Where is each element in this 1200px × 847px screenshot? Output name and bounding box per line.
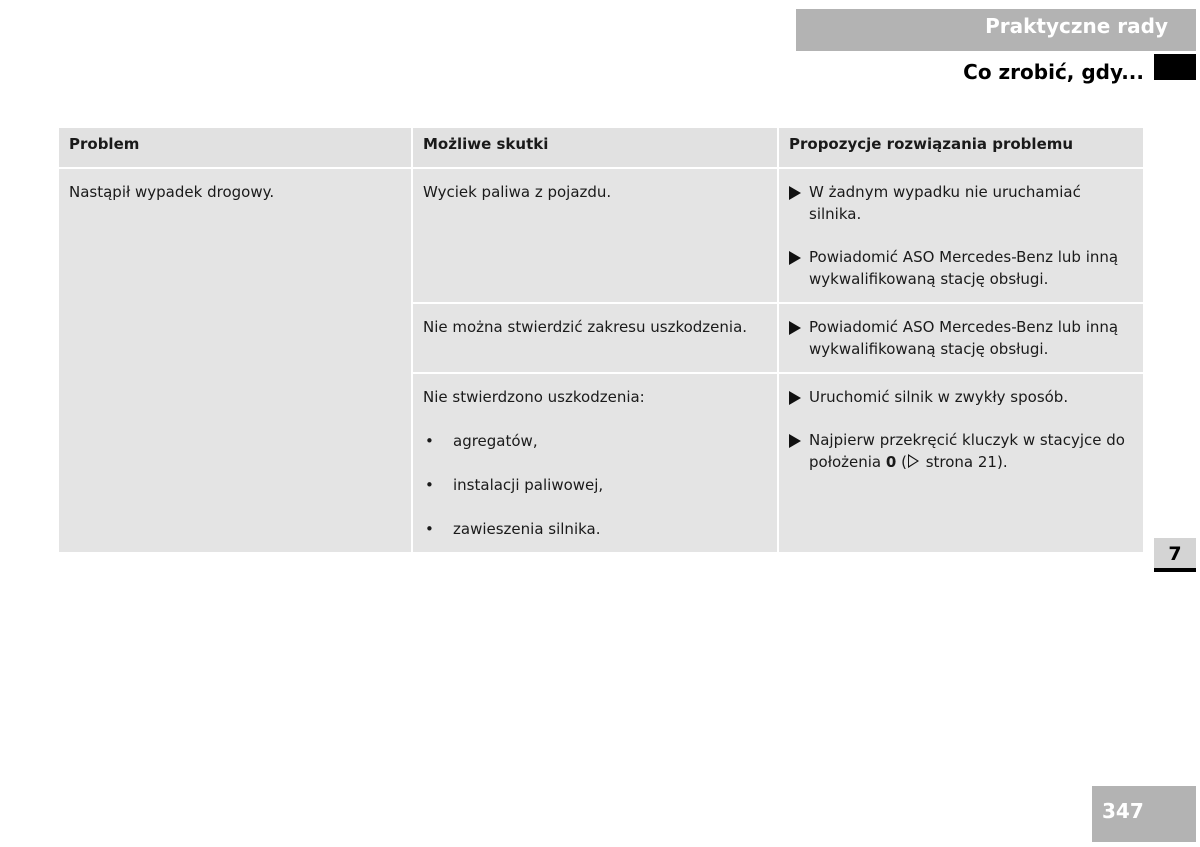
solution-step (789, 181, 1133, 225)
step-text: Powiadomić ASO Mercedes-Benz lub inną wykwalifikowaną stację obsługi. (809, 318, 1119, 358)
effect-cell (412, 303, 778, 373)
step-text: Powiadomić ASO Mercedes-Benz lub inną wykwalifikowaną stację obsługi. (809, 248, 1119, 288)
subtitle-marker (1154, 54, 1196, 80)
problem-text: Nastąpił wypadek drogowy. (69, 183, 275, 201)
step-arrow-icon (789, 251, 801, 265)
solution-cell (778, 168, 1144, 303)
key-position: 0 (885, 453, 897, 471)
header-solutions: Propozycje rozwiązania problemu (778, 127, 1144, 168)
effect-text: Nie stwierdzono uszkodzenia: (423, 388, 645, 406)
bullet-icon: • (425, 476, 434, 494)
solution-cell (778, 373, 1144, 553)
list-item (423, 474, 767, 496)
solution-step (789, 386, 1133, 408)
step-arrow-icon (789, 391, 801, 405)
effect-cell (412, 373, 778, 553)
page-number: 347 (1092, 786, 1196, 842)
solution-step (789, 246, 1133, 290)
solution-cell (778, 303, 1144, 373)
header-problem: Problem (58, 127, 412, 168)
list-item-text: agregatów, (453, 432, 538, 450)
header-effects: Możliwe skutki (412, 127, 778, 168)
step-arrow-icon (789, 434, 801, 448)
step-text (809, 429, 1133, 473)
problem-cell (58, 168, 412, 553)
bullet-icon: • (425, 432, 434, 450)
table-header-row (58, 127, 1144, 168)
chapter-tab: 7 (1154, 538, 1196, 572)
list-item (423, 518, 767, 540)
bullet-icon: • (425, 520, 434, 538)
table-row (58, 168, 1144, 303)
list-item-text: zawieszenia silnika. (453, 520, 601, 538)
ref-open: ( (896, 453, 907, 471)
effect-text: Nie można stwierdzić zakresu uszkodzenia. (423, 318, 748, 336)
step-text: Uruchomić silnik w zwykły sposób. (809, 388, 1069, 406)
list-item-text: instalacji paliwowej, (453, 476, 604, 494)
step-text-prefix: Najpierw przekręcić kluczyk w stacyjce do położenia (809, 431, 1125, 471)
solution-step (789, 429, 1133, 473)
step-arrow-icon (789, 186, 801, 200)
page-subtitle: Co zrobić, gdy... (963, 60, 1144, 84)
solution-step (789, 316, 1133, 360)
page-reference-link[interactable]: strona 21). (920, 453, 1008, 471)
effect-cell (412, 168, 778, 303)
list-item (423, 430, 767, 452)
step-text: W żadnym wypadku nie uruchamiać silnika. (809, 183, 1081, 223)
troubleshooting-table (57, 126, 1145, 554)
step-arrow-icon (789, 321, 801, 335)
section-title: Praktyczne rady (796, 9, 1196, 51)
effect-text: Wyciek paliwa z pojazdu. (423, 183, 612, 201)
page-reference-icon (908, 454, 919, 468)
